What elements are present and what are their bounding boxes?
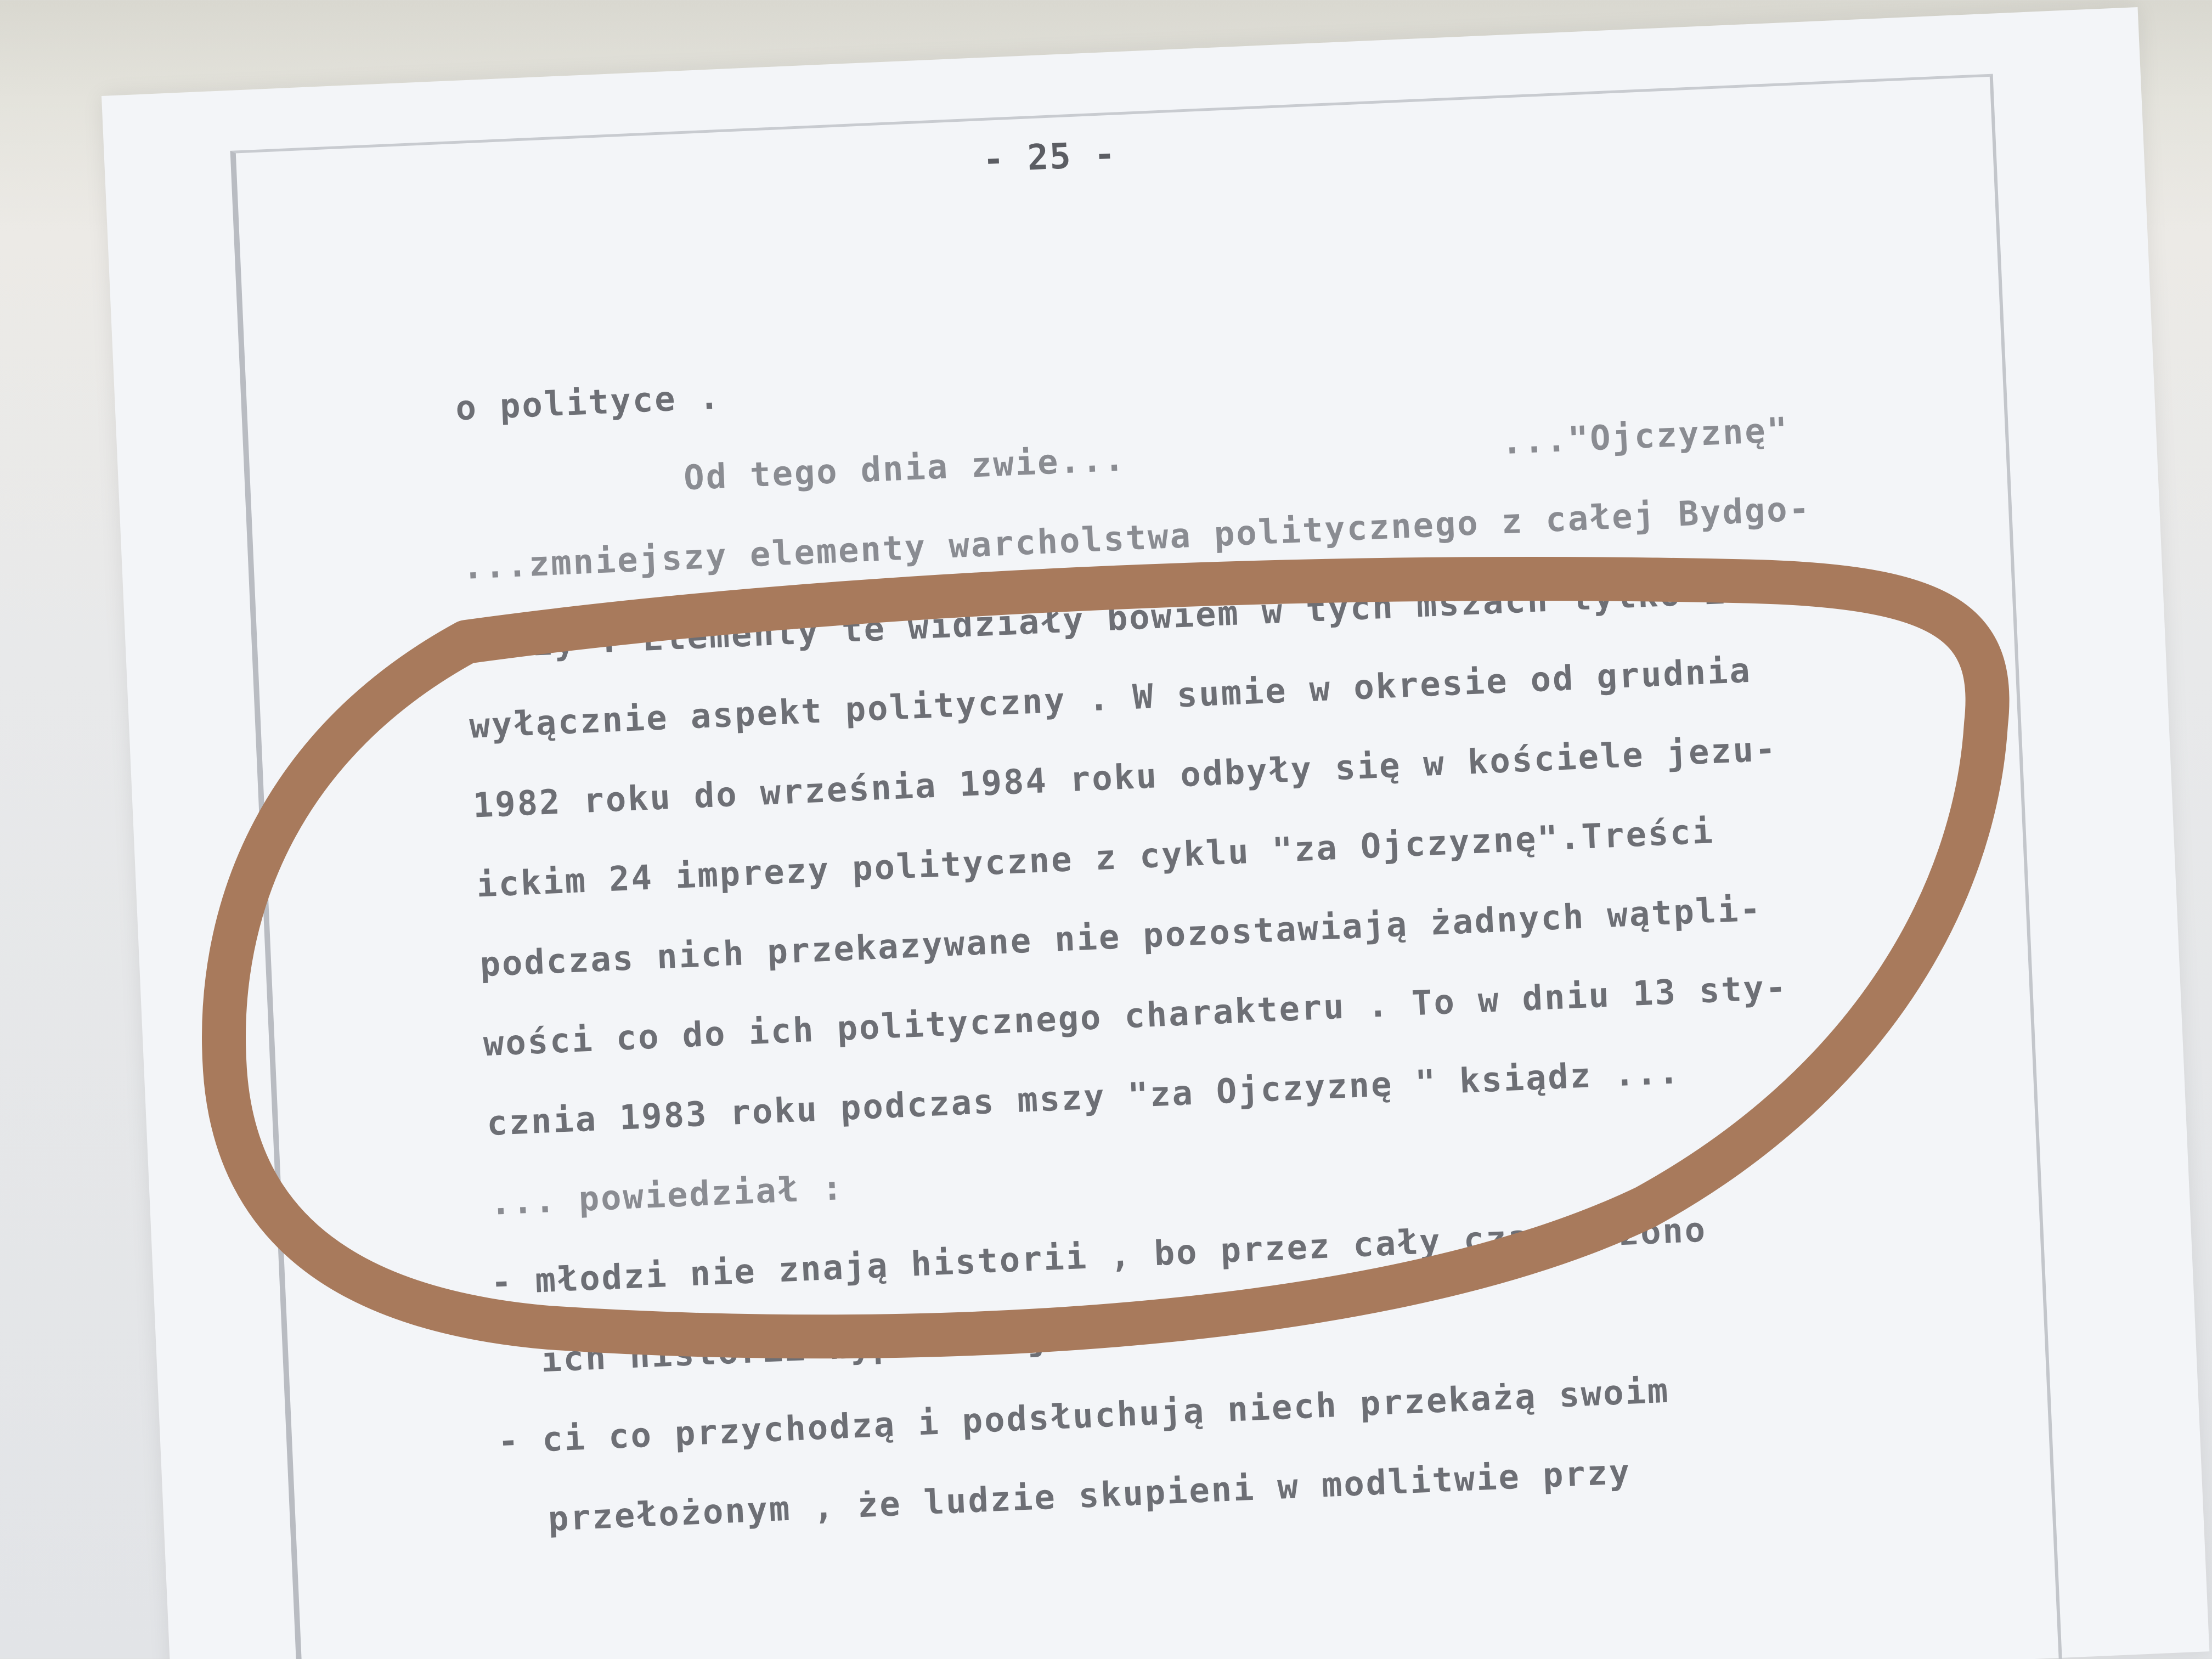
text-line: podczas nich przekazywane nie pozostawiają żadnych wątpli- (479, 888, 1763, 985)
text-line: ...zmniejszy elementy warcholstwa politycznego z całej Bydgo- (461, 488, 1812, 588)
list-item-continuation: ich historii wypaczonej . (540, 1316, 1095, 1380)
text-line: wości co do ich politycznego charakteru . To w dniu 13 sty- (482, 967, 1788, 1064)
list-item-continuation: przełożonym , że ludzie skupieni w modlitwie przy (547, 1451, 1632, 1539)
typed-page (101, 7, 2209, 1659)
text-line: ickim 24 imprezy polityczne z cyklu "za Ojczyznę".Treści (475, 811, 1716, 905)
list-item: - ci co przychodzą i podsłuchują niech przekażą swoim (497, 1370, 1671, 1462)
text-line: szczy . Elementy te widziały bowiem w tych mszach tylko i (465, 571, 1727, 667)
text-line: cznia 1983 roku podczas mszy "za Ojczyznę " ksiądz ... (486, 1051, 1681, 1144)
page-number: - 25 - (982, 134, 1118, 180)
text-line: o polityce . (454, 376, 722, 428)
list-item: - młodzi nie znają historii , bo przez cały czas uczono (490, 1209, 1708, 1303)
text-line: wyłącznie aspekt polityczny . W sumie w okresie od grudnia (469, 650, 1753, 746)
text-line: 1982 roku do września 1984 roku odbyły się w kościele jezu- (472, 728, 1778, 826)
text-line: Od tego dnia zwie... ..."Ojczyznę" (682, 409, 1790, 498)
text-line: ... powiedział : (489, 1167, 845, 1223)
